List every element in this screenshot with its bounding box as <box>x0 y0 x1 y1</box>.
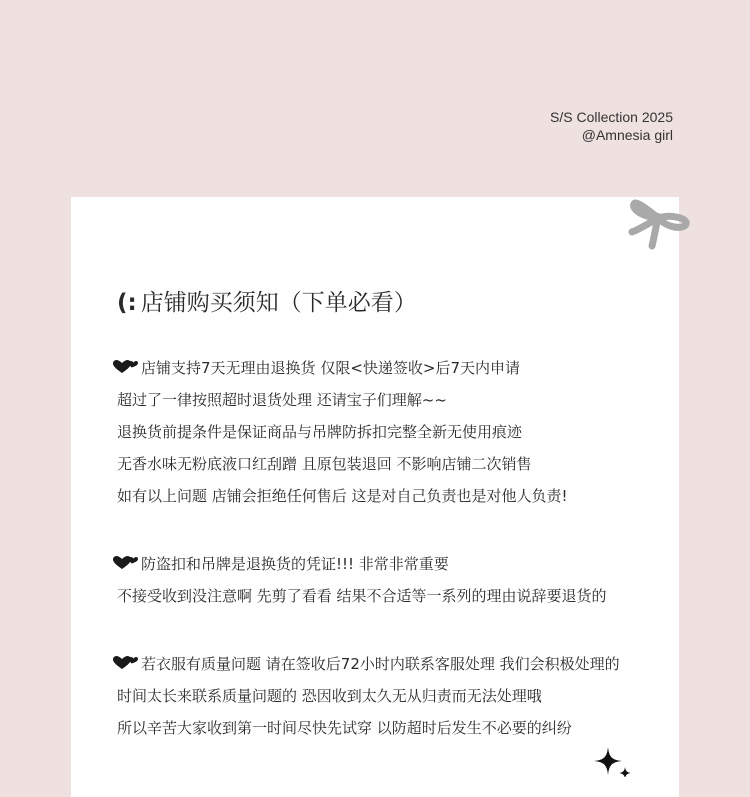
paragraph-line: 店铺支持7天无理由退换货 仅限<快递签收>后7天内申请 <box>117 352 568 384</box>
paragraph-quality-issues <box>117 648 620 744</box>
paragraph-line: 若衣服有质量问题 请在签收后72小时内联系客服处理 我们会积极处理的 <box>117 648 620 680</box>
paragraph-line: 防盗扣和吊牌是退换货的凭证!!! 非常非常重要 <box>117 548 607 580</box>
hearts-icon <box>113 656 139 670</box>
title-text: 店铺购买须知（下单必看） <box>140 290 417 316</box>
paragraph-return-policy <box>117 352 568 512</box>
paragraph-line: 如有以上问题 店铺会拒绝任何售后 这是对自己负责也是对他人负责! <box>117 487 568 505</box>
smiley-emoticon: (: <box>117 290 137 316</box>
sparkle-icon <box>592 745 636 777</box>
collection-label: S/S Collection 2025 <box>550 109 673 125</box>
paragraph-line: 退换货前提条件是保证商品与吊牌防拆扣完整全新无使用痕迹 <box>117 423 523 441</box>
paragraph-line: 不接受收到没注意啊 先剪了看看 结果不合适等一系列的理由说辞要退货的 <box>117 587 607 605</box>
bow-icon <box>626 188 692 254</box>
paragraph-tag-notice <box>117 548 607 612</box>
paragraph-line: 超过了一律按照超时退货处理 还请宝子们理解~~ <box>117 391 447 409</box>
paragraph-line: 无香水味无粉底液口红刮蹭 且原包装退回 不影响店铺二次销售 <box>117 455 532 473</box>
page-title <box>117 285 417 321</box>
hearts-icon <box>113 556 139 570</box>
hearts-icon <box>113 360 139 374</box>
paragraph-line: 所以辛苦大家收到第一时间尽快先试穿 以防超时后发生不必要的纠纷 <box>117 719 572 737</box>
paragraph-line: 时间太长来联系质量问题的 恐因收到太久无从归责而无法处理哦 <box>117 687 542 705</box>
brand-signature <box>550 108 673 144</box>
brand-handle: @Amnesia girl <box>581 127 673 143</box>
